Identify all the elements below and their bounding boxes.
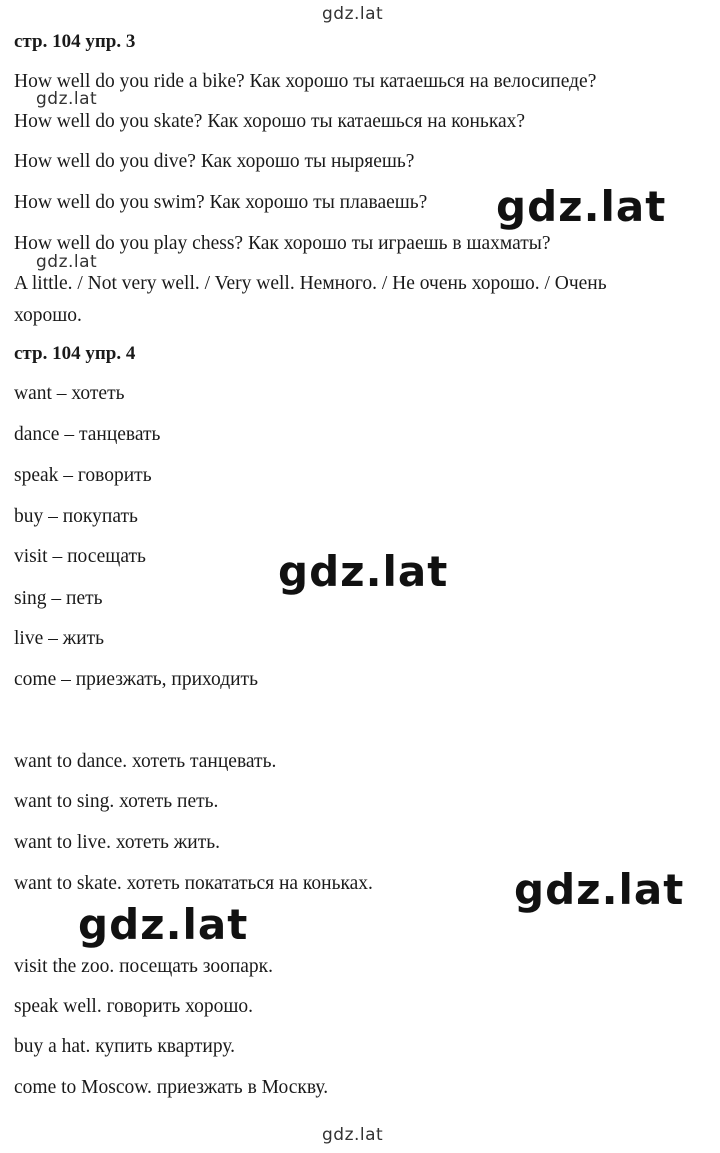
text-line: A little. / Not very well. / Very well. Немного. / Не очень хорошо. / Очень — [14, 273, 607, 294]
phrase-item: want to sing. хотеть петь. — [14, 791, 219, 812]
section-heading: стр. 104 упр. 3 — [14, 31, 136, 52]
text-line: хорошо. — [14, 305, 82, 326]
watermark: gdz.lat — [322, 1125, 384, 1145]
phrase-item: want to skate. хотеть покататься на коньках. — [14, 873, 373, 894]
text-line: How well do you skate? Как хорошо ты катаешься на коньках? — [14, 111, 526, 132]
watermark: gdz.lat — [36, 252, 98, 272]
vocab-item: live – жить — [14, 628, 105, 649]
vocab-item: buy – покупать — [14, 506, 138, 527]
phrase-item: speak well. говорить хорошо. — [14, 996, 254, 1017]
watermark: gdz.lat — [36, 89, 98, 109]
phrase-item: want to live. хотеть жить. — [14, 832, 220, 853]
vocab-item: come – приезжать, приходить — [14, 669, 258, 690]
text-line: How well do you play chess? Как хорошо ты играешь в шахматы? — [14, 233, 551, 254]
watermark: gdz.lat — [322, 4, 384, 24]
text-line: How well do you swim? Как хорошо ты плаваешь? — [14, 192, 428, 213]
watermark: gdz.lat — [514, 865, 685, 914]
phrase-item: buy a hat. купить квартиру. — [14, 1036, 236, 1057]
text-line: How well do you ride a bike? Как хорошо ты катаешься на велосипеде? — [14, 71, 597, 92]
vocab-item: speak – говорить — [14, 465, 152, 486]
vocab-item: want – хотеть — [14, 383, 125, 404]
section-heading: стр. 104 упр. 4 — [14, 343, 136, 364]
watermark: gdz.lat — [78, 900, 249, 949]
phrase-item: come to Moscow. приезжать в Москву. — [14, 1077, 329, 1098]
phrase-item: want to dance. хотеть танцевать. — [14, 751, 277, 772]
watermark: gdz.lat — [496, 182, 667, 231]
watermark: gdz.lat — [278, 547, 449, 596]
text-line: How well do you dive? Как хорошо ты ныряешь? — [14, 151, 415, 172]
vocab-item: sing – петь — [14, 588, 103, 609]
vocab-item: visit – посещать — [14, 546, 146, 567]
vocab-item: dance – танцевать — [14, 424, 161, 445]
phrase-item: visit the zoo. посещать зоопарк. — [14, 956, 274, 977]
